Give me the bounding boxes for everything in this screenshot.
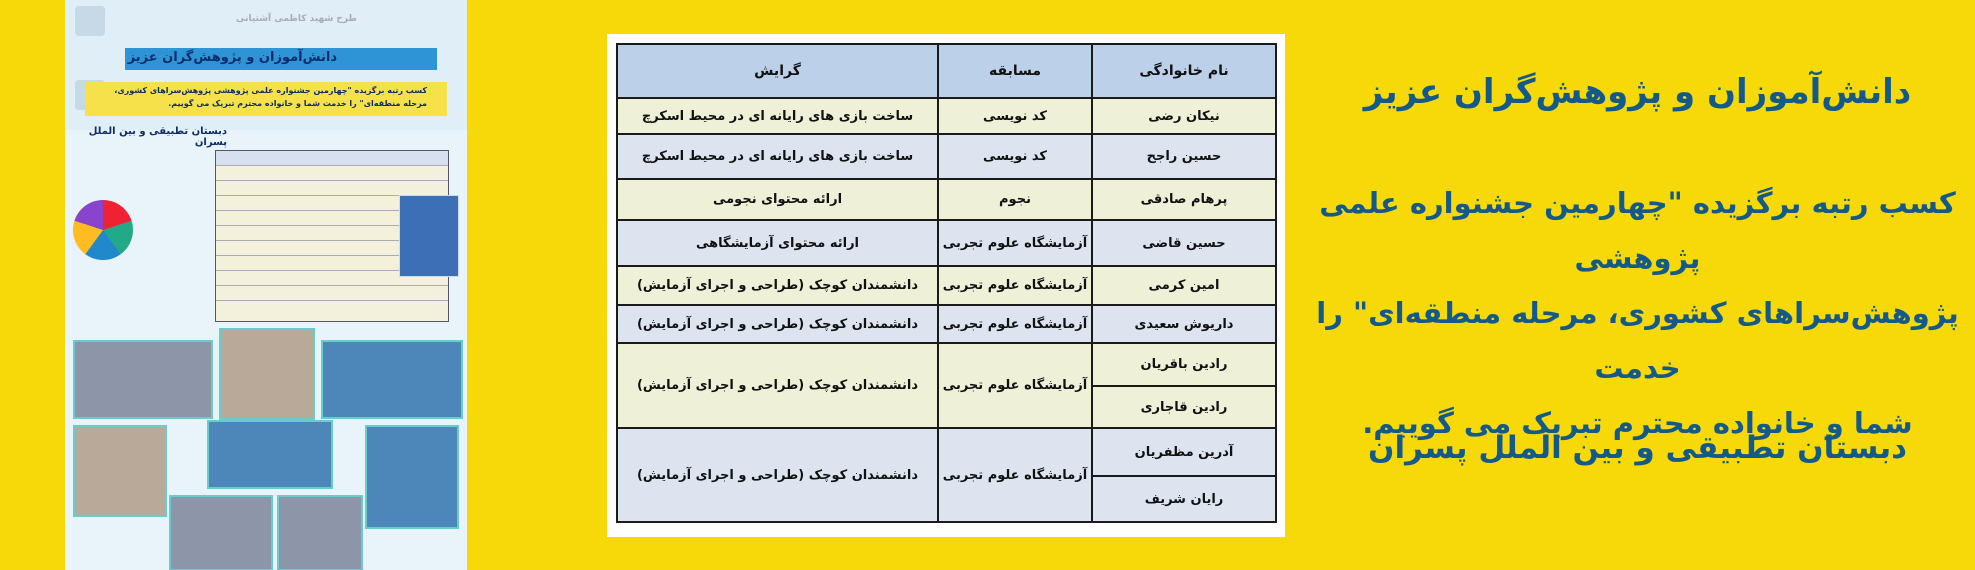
table-row	[617, 343, 1276, 386]
cell-competition: آزمایشگاه علوم تجربی	[938, 428, 1092, 522]
announcement-line: شما و خانواده محترم تبریک می گوییم.	[1362, 406, 1913, 440]
photo-experiment	[321, 340, 463, 419]
table-row	[617, 305, 1276, 343]
cell-field: ساخت بازی های رایانه ای در محیط اسکرچ	[617, 98, 938, 134]
table-row	[617, 428, 1276, 476]
cell-name: رایان شریف	[1092, 476, 1276, 522]
cell-name: حسین قاضی	[1092, 220, 1276, 266]
cell-competition: آزمایشگاه علوم تجربی	[938, 220, 1092, 266]
table-row	[617, 266, 1276, 305]
cell-competition: کد نویسی	[938, 98, 1092, 134]
cell-name: رادین باقریان	[1092, 343, 1276, 386]
book-cover-image	[399, 195, 459, 277]
announcement-title: دانش‌آموزان و پژوهش‌گران عزیز	[1363, 72, 1912, 112]
cell-field: ارائه محتوای آزمایشگاهی	[617, 220, 938, 266]
cell-field: ساخت بازی های رایانه ای در محیط اسکرچ	[617, 134, 938, 179]
cell-name: نیکان رضی	[1092, 98, 1276, 134]
school-name: دبستان تطبیقی و بین الملل پسران	[1367, 430, 1908, 466]
announcement-line: پژوهش‌سراهای کشوری، مرحله منطقه‌ای" را خدمت	[1316, 296, 1959, 385]
cell-name: داریوش سعیدی	[1092, 305, 1276, 343]
cell-name: امین کرمی	[1092, 266, 1276, 305]
poster-title: دانش‌آموزان و پژوهش‌گران عزیز	[127, 50, 337, 65]
cell-competition: کد نویسی	[938, 134, 1092, 179]
table-header-row	[617, 44, 1276, 98]
table-row	[617, 134, 1276, 179]
emblem-icon	[75, 6, 105, 36]
cell-field: ارائه محتوای نجومی	[617, 179, 938, 220]
cell-name: آدرین مظفریان	[1092, 428, 1276, 476]
cell-competition: آزمایشگاه علوم تجربی	[938, 266, 1092, 305]
cell-name: رادین قاجاری	[1092, 386, 1276, 428]
festival-logo-icon	[73, 200, 133, 260]
awards-table	[616, 43, 1277, 523]
table-row	[617, 220, 1276, 266]
cell-competition: آزمایشگاه علوم تجربی	[938, 343, 1092, 428]
header-field: گرایش	[617, 44, 938, 98]
poster-school: دبستان تطبیقی و بین الملل پسران	[88, 126, 227, 148]
announcement-body	[1310, 176, 1965, 451]
awards-table-panel	[607, 34, 1285, 537]
photo-student	[219, 328, 315, 420]
header-competition: مسابقه	[938, 44, 1092, 98]
cell-name: پرهام صادقی	[1092, 179, 1276, 220]
photo-students	[73, 340, 213, 419]
cell-field: دانشمندان کوچک (طراحی و اجرای آزمایش)	[617, 428, 938, 522]
photo-computer-lab	[169, 495, 273, 570]
cell-field: دانشمندان کوچک (طراحی و اجرای آزمایش)	[617, 266, 938, 305]
poster-header-line: طرح شهید کاظمی آشتیانی	[235, 14, 357, 24]
photo-solar-power	[73, 425, 167, 517]
table-row	[617, 98, 1276, 134]
header-name: نام خانوادگی	[1092, 44, 1276, 98]
table-row	[617, 179, 1276, 220]
photo-solar-system	[365, 425, 459, 529]
cell-field: دانشمندان کوچک (طراحی و اجرای آزمایش)	[617, 305, 938, 343]
photo-screen	[207, 420, 333, 489]
poster-subtitle: کسب رتبه برگزیده "چهارمین جشنواره علمی پژوهشی پژوهش‌سراهای کشوری، مرحله منطقه‌ای" را خدمت شما و خانواده محترم تبریک می گوییم.	[114, 86, 427, 108]
cell-competition: نجوم	[938, 179, 1092, 220]
announcement	[1300, 0, 1975, 570]
photo-computer-lab	[277, 495, 363, 570]
announcement-line: کسب رتبه برگزیده "چهارمین جشنواره علمی پژوهشی	[1319, 186, 1956, 275]
cell-name: حسین راجح	[1092, 134, 1276, 179]
cell-competition: آزمایشگاه علوم تجربی	[938, 305, 1092, 343]
poster-thumbnail	[65, 0, 467, 570]
cell-field: دانشمندان کوچک (طراحی و اجرای آزمایش)	[617, 343, 938, 428]
